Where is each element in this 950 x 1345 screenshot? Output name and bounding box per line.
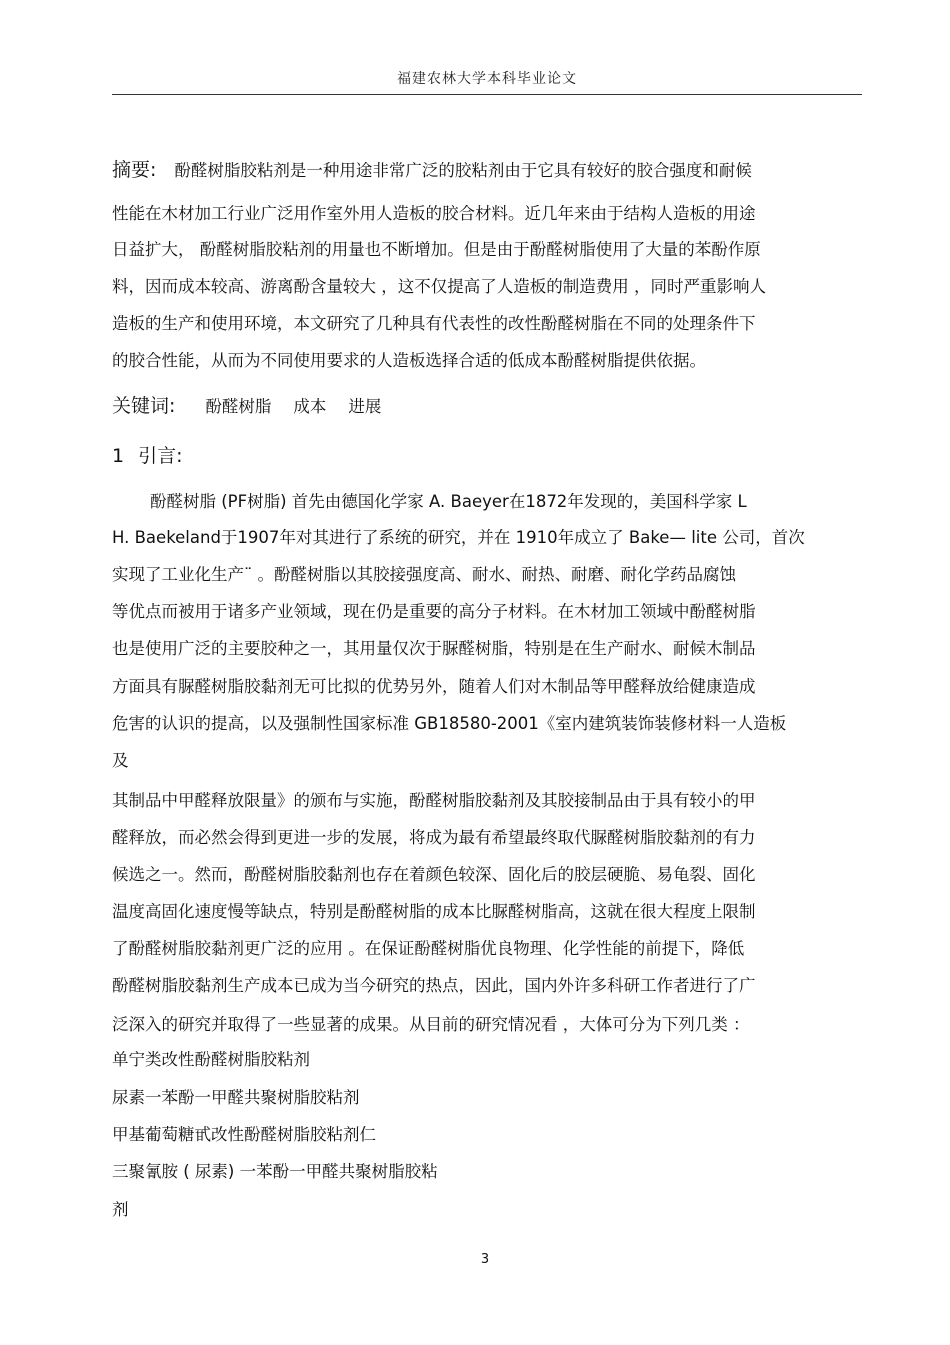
body-line-1: 酚醛树脂 (PF树脂) 首先由德国化学家 A. Baeyer在1872年发现的，美国科学家 L <box>150 492 747 511</box>
keyword-item: 进展 <box>348 397 382 416</box>
keyword-item: 酚醛树脂 <box>205 397 272 416</box>
list-item: 甲基葡萄糖甙改性酚醛树脂胶粘剂仁 <box>112 1125 376 1144</box>
section-number: 1 <box>112 445 125 467</box>
body-line-13: 了酚醛树脂胶黏剂更广泛的应用 。在保证酚醛树脂优良物理、化学性能的前提下，降低 <box>112 939 745 958</box>
body-line-12: 温度高固化速度慢等缺点，特别是酚醛树脂的成本比脲醛树脂高，这就在很大程度上限制 <box>112 902 756 921</box>
body-line-8: 及 <box>112 751 129 770</box>
body-line-5: 也是使用广泛的主要胶种之一，其用量仅次于脲醛树脂，特别是在生产耐水、耐候木制品 <box>112 639 756 658</box>
body-line-2: H. Baekeland于1907年对其进行了系统的研究，并在 1910年成立了 Bake— lite 公司，首次 <box>112 528 805 547</box>
body-line-11: 候选之一。然而，酚醛树脂胶黏剂也存在着颜色较深、固化后的胶层硬脆、易龟裂、固化 <box>112 865 756 884</box>
list-item: 三聚氰胺 ( 尿素) 一苯酚一甲醛共聚树脂胶粘 <box>112 1162 438 1181</box>
abstract-line-6: 的胶合性能，从而为不同使用要求的人造板选择合适的低成本酚醛树脂提供依据。 <box>112 351 706 370</box>
header-rule <box>112 94 862 95</box>
abstract-line-1 <box>112 159 752 182</box>
section-heading <box>112 445 183 468</box>
body-line-14: 酚醛树脂胶黏剂生产成本已成为当今研究的热点，因此，国内外许多科研工作者进行了广 <box>112 976 756 995</box>
keywords-line <box>112 395 403 418</box>
body-line-4: 等优点而被用于诸多产业领域，现在仍是重要的高分子材料。在木材加工领域中酚醛树脂 <box>112 602 756 621</box>
page-number: 3 <box>480 1252 490 1267</box>
abstract-line-5: 造板的生产和使用环境，本文研究了几种具有代表性的改性酚醛树脂在不同的处理条件下 <box>112 314 756 333</box>
body-line-7: 危害的认识的提高，以及强制性国家标准 GB18580-2001《室内建筑装饰装修材料一人造板 <box>112 714 787 733</box>
abstract-line-3: 日益扩大， 酚醛树脂胶粘剂的用量也不断增加。但是由于酚醛树脂使用了大量的苯酚作原 <box>112 240 761 259</box>
abstract-line-4: 料，因而成本较高、游离酚含量较大 ，这不仅提高了人造板的制造费用 ，同时严重影响人 <box>112 277 766 296</box>
page-header: 福建农林大学本科毕业论文 <box>397 71 577 87</box>
abstract-text: 酚醛树脂胶粘剂是一种用途非常广泛的胶粘剂由于它具有较好的胶合强度和耐候 <box>174 161 752 180</box>
list-item: 单宁类改性酚醛树脂胶粘剂 <box>112 1050 310 1069</box>
abstract-label: 摘要: <box>112 159 157 181</box>
body-line-6: 方面具有脲醛树脂胶黏剂无可比拟的优势另外，随着人们对木制品等甲醛释放给健康造成 <box>112 677 756 696</box>
keyword-item: 成本 <box>293 397 327 416</box>
section-title: 引言: <box>138 445 183 467</box>
keywords-label: 关键词: <box>112 395 176 417</box>
body-line-10: 醛释放，而必然会得到更进一步的发展，将成为最有希望最终取代脲醛树脂胶黏剂的有力 <box>112 828 756 847</box>
body-line-9: 其制品中甲醛释放限量》的颁布与实施，酚醛树脂胶黏剂及其胶接制品由于具有较小的甲 <box>112 791 756 810</box>
abstract-line-2: 性能在木材加工行业广泛用作室外用人造板的胶合材料。近几年来由于结构人造板的用途 <box>112 204 756 223</box>
list-item: 尿素一苯酚一甲醛共聚树脂胶粘剂 <box>112 1088 360 1107</box>
body-line-15: 泛深入的研究并取得了一些显著的成果。从目前的研究情况看 ，大体可分为下列几类 ： <box>112 1015 750 1034</box>
body-line-3: 实现了工业化生产¨ 。酚醛树脂以其胶接强度高、耐水、耐热、耐磨、耐化学药品腐蚀 <box>112 565 736 584</box>
list-item-continuation: 剂 <box>112 1200 129 1219</box>
